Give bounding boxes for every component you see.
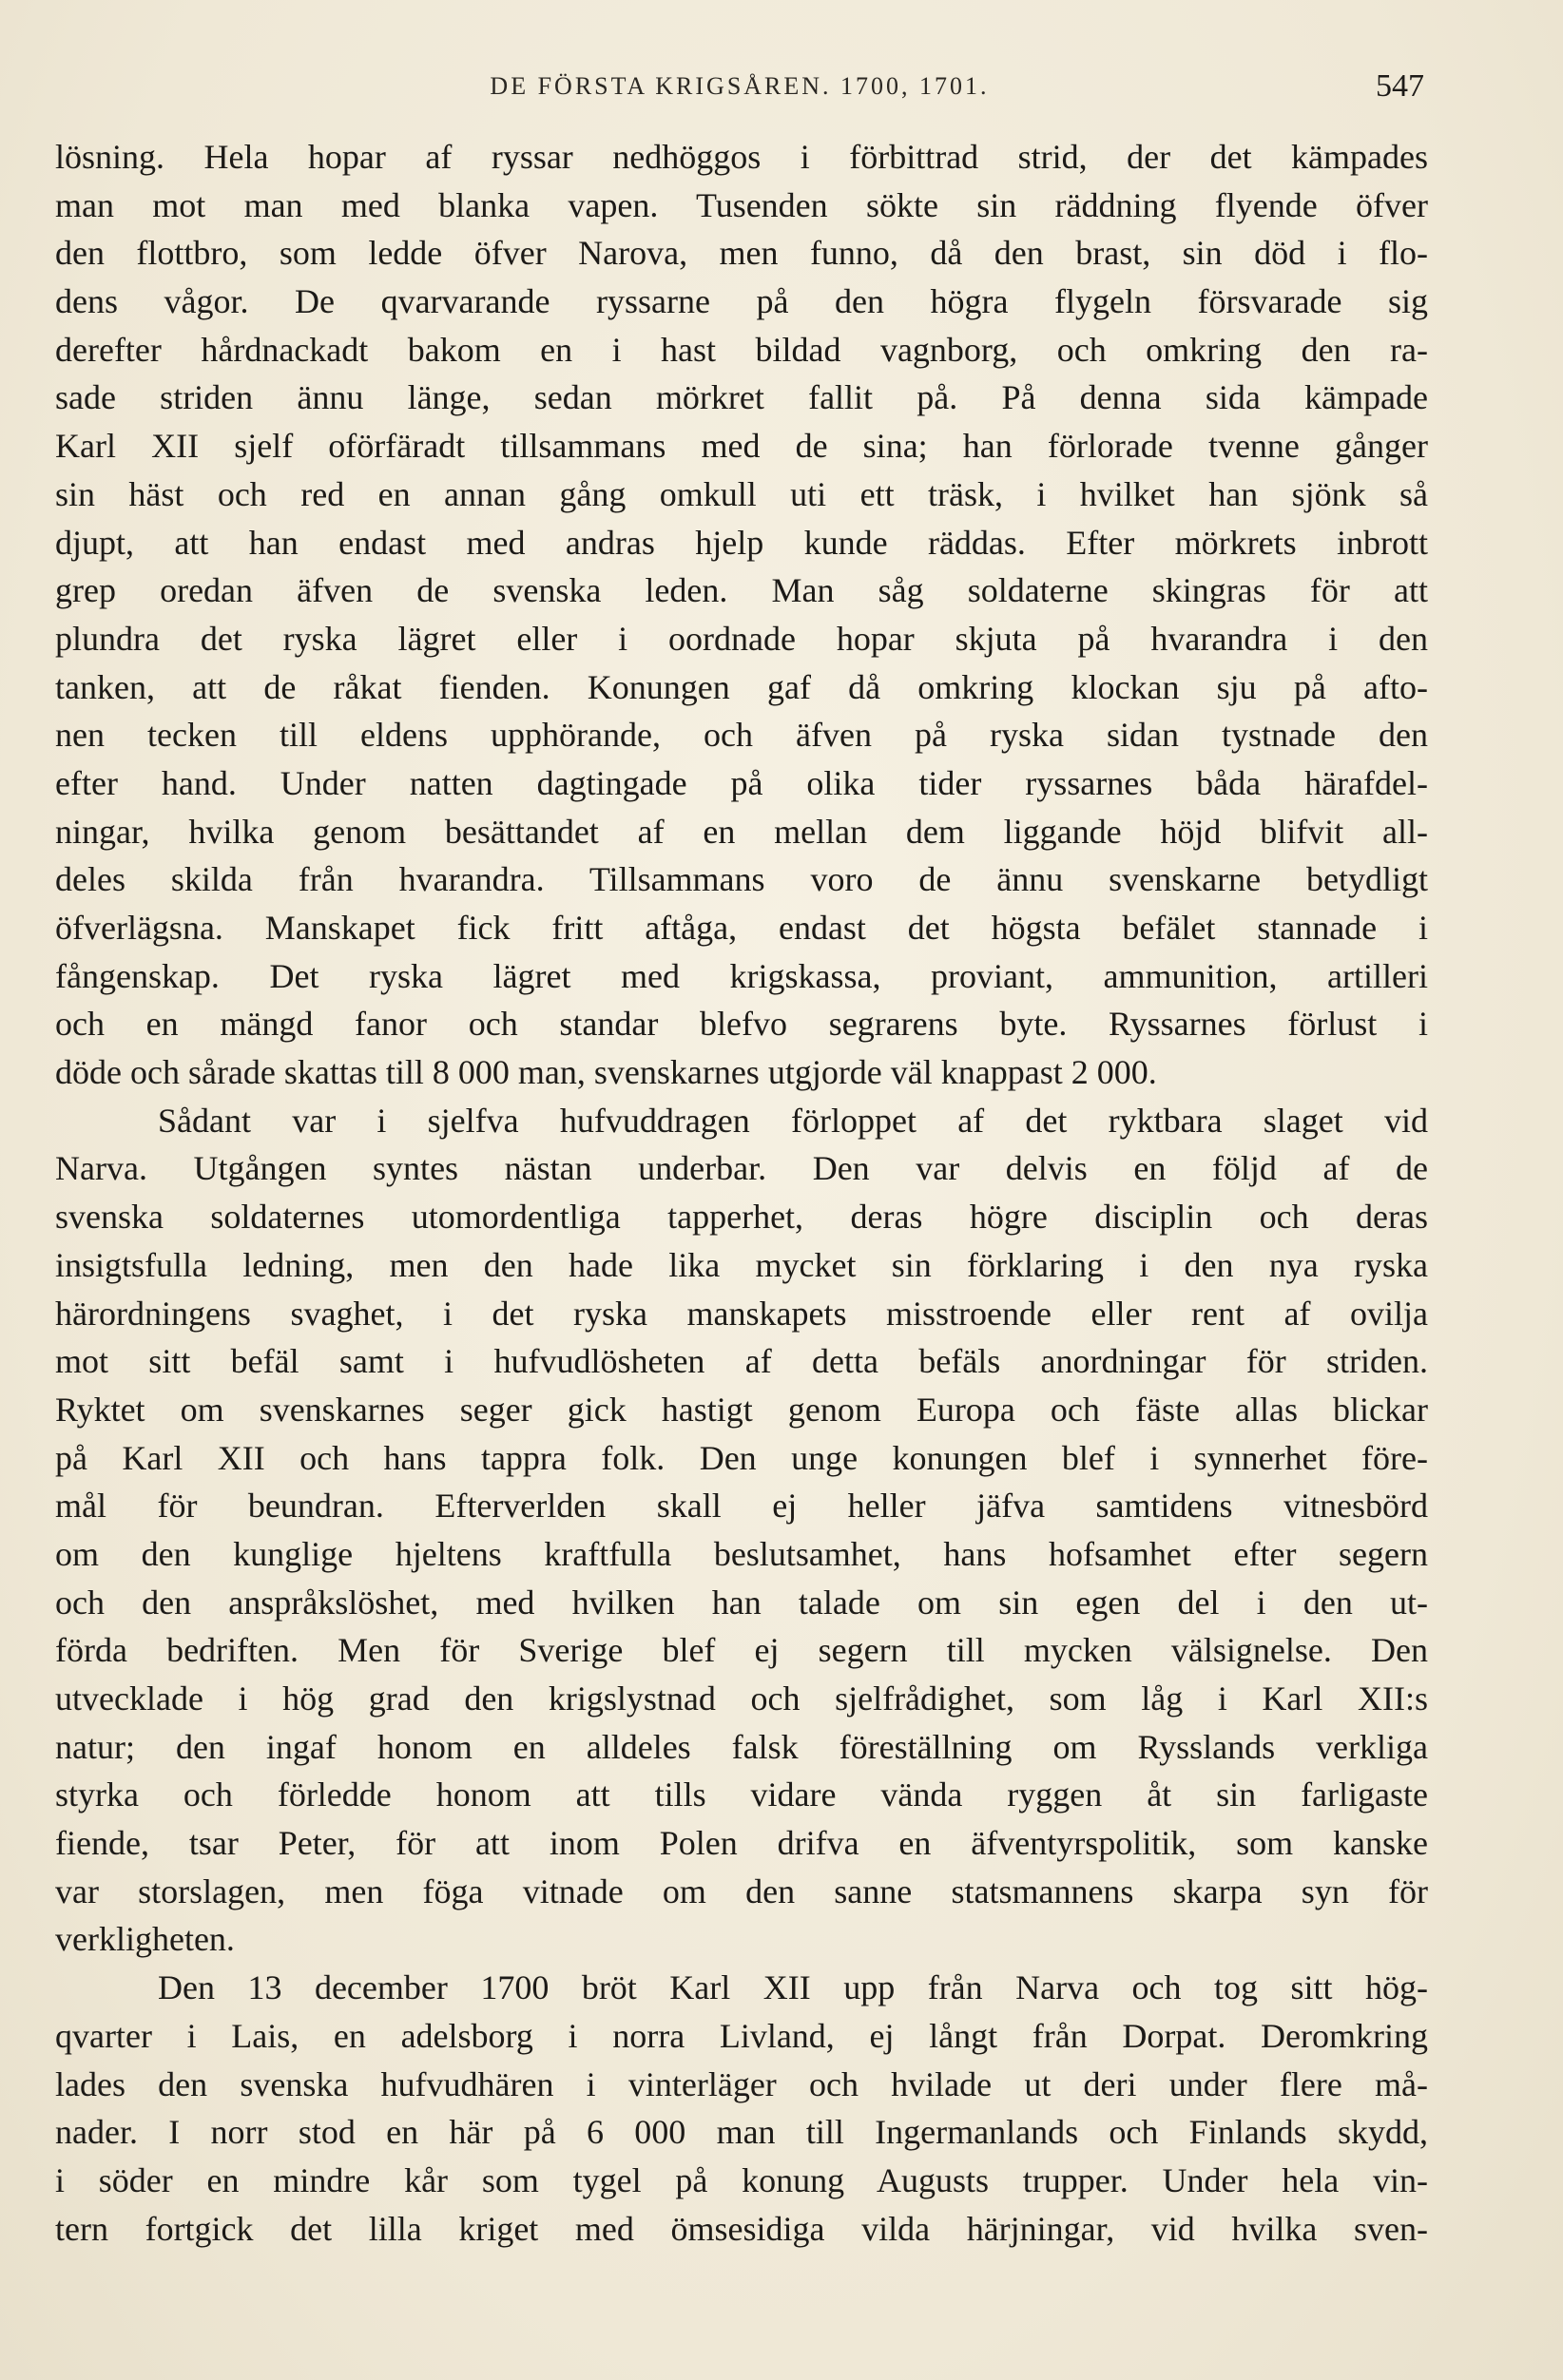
- text-line: sin häst och red en annan gång omkull uti ett träsk, i hvilket han sjönk så: [55, 474, 1428, 513]
- paragraph-start-line: Den 13 december 1700 bröt Karl XII upp från Narva och tog sitt hög-: [158, 1968, 1428, 2007]
- body-text: [55, 133, 1428, 2253]
- text-line: tern fortgick det lilla kriget med ömsesidiga vilda härjningar, vid hvilka sven-: [55, 2209, 1428, 2248]
- text-line: i söder en mindre kår som tygel på konung Augusts trupper. Under hela vin-: [55, 2160, 1428, 2199]
- text-line: fångenskap. Det ryska lägret med krigskassa, proviant, ammunition, artilleri: [55, 956, 1428, 995]
- text-line: dens vågor. De qvarvarande ryssarne på den högra flygeln försvarade sig: [55, 282, 1428, 321]
- text-line: mål för beundran. Efterverlden skall ej heller jäfva samtidens vitnesbörd: [55, 1487, 1428, 1526]
- text-line: mot sitt befäl samt i hufvudlösheten af detta befäls anordningar för striden.: [55, 1342, 1428, 1381]
- text-line: natur; den ingaf honom en alldeles falsk föreställning om Rysslands verkliga: [55, 1727, 1428, 1766]
- page-number: 547: [1376, 68, 1424, 104]
- text-line: svenska soldaternes utomordentliga tapperhet, deras högre disciplin och deras: [55, 1198, 1428, 1237]
- paragraph-start-line: Sådant var i sjelfva hufvuddragen förloppet af det ryktbara slaget vid: [158, 1101, 1428, 1140]
- text-line: insigtsfulla ledning, men den hade lika mycket sin förklaring i den nya ryska: [55, 1245, 1428, 1284]
- text-line: om den kunglige hjeltens kraftfulla beslutsamhet, hans hofsamhet efter segern: [55, 1534, 1428, 1573]
- text-line: djupt, att han endast med andras hjelp kunde räddas. Efter mörkrets inbrott: [55, 523, 1428, 562]
- text-line: var storslagen, men föga vitnade om den sanne statsmannens skarpa syn för: [55, 1871, 1428, 1910]
- text-line: man mot man med blanka vapen. Tusenden sökte sin räddning flyende öfver: [55, 185, 1428, 224]
- text-line: fiende, tsar Peter, för att inom Polen drifva en äfventyrspolitik, som kanske: [55, 1824, 1428, 1863]
- text-line: öfverlägsna. Manskapet fick fritt aftåga, endast det högsta befälet stannade i: [55, 909, 1428, 947]
- text-line: grep oredan äfven de svenska leden. Man såg soldaterne skingras för att: [55, 571, 1428, 610]
- text-line: ningar, hvilka genom besättandet af en mellan dem liggande höjd blifvit all-: [55, 812, 1428, 851]
- running-title: DE FÖRSTA KRIGSÅREN. 1700, 1701.: [490, 72, 990, 100]
- text-line: och en mängd fanor och standar blefvo segrarens byte. Ryssarnes förlust i: [55, 1005, 1428, 1044]
- text-line: deles skilda från hvarandra. Tillsammans voro de ännu svenskarne betydligt: [55, 860, 1428, 899]
- text-line: Narva. Utgången syntes nästan underbar. Den var delvis en följd af de: [55, 1149, 1428, 1188]
- text-line: lösning. Hela hopar af ryssar nedhöggos i förbittrad strid, der det kämpades: [55, 138, 1428, 176]
- text-line: på Karl XII och hans tappra folk. Den unge konungen blef i synnerhet före-: [55, 1438, 1428, 1477]
- text-line: nen tecken till eldens upphörande, och äfven på ryska sidan tystnade den: [55, 716, 1428, 755]
- text-line: Karl XII sjelf oförfäradt tillsammans med de sina; han förlorade tvenne gånger: [55, 427, 1428, 466]
- text-line: lades den svenska hufvudhären i vinterläger och hvilade ut deri under flere må-: [55, 2064, 1428, 2103]
- text-line: plundra det ryska lägret eller i oordnade hopar skjuta på hvarandra i den: [55, 619, 1428, 658]
- text-line: och den anspråkslöshet, med hvilken han talade om sin egen del i den ut-: [55, 1583, 1428, 1622]
- text-line: förda bedriften. Men för Sverige blef ej segern till mycken välsignelse. Den: [55, 1631, 1428, 1670]
- text-line: sade striden ännu länge, sedan mörkret fallit på. På denna sida kämpade: [55, 378, 1428, 417]
- text-line: styrka och förledde honom att tills vidare vända ryggen åt sin farligaste: [55, 1775, 1428, 1814]
- text-line: utvecklade i hög grad den krigslystnad och sjelfrådighet, som låg i Karl XII:s: [55, 1679, 1428, 1718]
- paragraph-end-line: verkligheten.: [55, 1920, 235, 1959]
- paragraph-end-line: döde och sårade skattas till 8 000 man, svenskarnes utgjorde väl knappast 2 000.: [55, 1053, 1157, 1092]
- text-line: qvarter i Lais, en adelsborg i norra Livland, ej långt från Dorpat. Deromkring: [55, 2016, 1428, 2055]
- text-line: tanken, att de råkat fienden. Konungen gaf då omkring klockan sju på afto-: [55, 667, 1428, 706]
- text-line: Ryktet om svenskarnes seger gick hastigt genom Europa och fäste allas blickar: [55, 1390, 1428, 1429]
- text-line: efter hand. Under natten dagtingade på olika tider ryssarnes båda härafdel-: [55, 763, 1428, 802]
- running-head: [55, 63, 1424, 110]
- text-line: derefter hårdnackadt bakom en i hast bildad vagnborg, och omkring den ra-: [55, 330, 1428, 369]
- text-line: nader. I norr stod en här på 6 000 man till Ingermanlands och Finlands skydd,: [55, 2113, 1428, 2152]
- text-line: härordningens svaghet, i det ryska manskapets misstroende eller rent af ovilja: [55, 1294, 1428, 1333]
- text-line: den flottbro, som ledde öfver Narova, men funno, då den brast, sin död i flo-: [55, 234, 1428, 273]
